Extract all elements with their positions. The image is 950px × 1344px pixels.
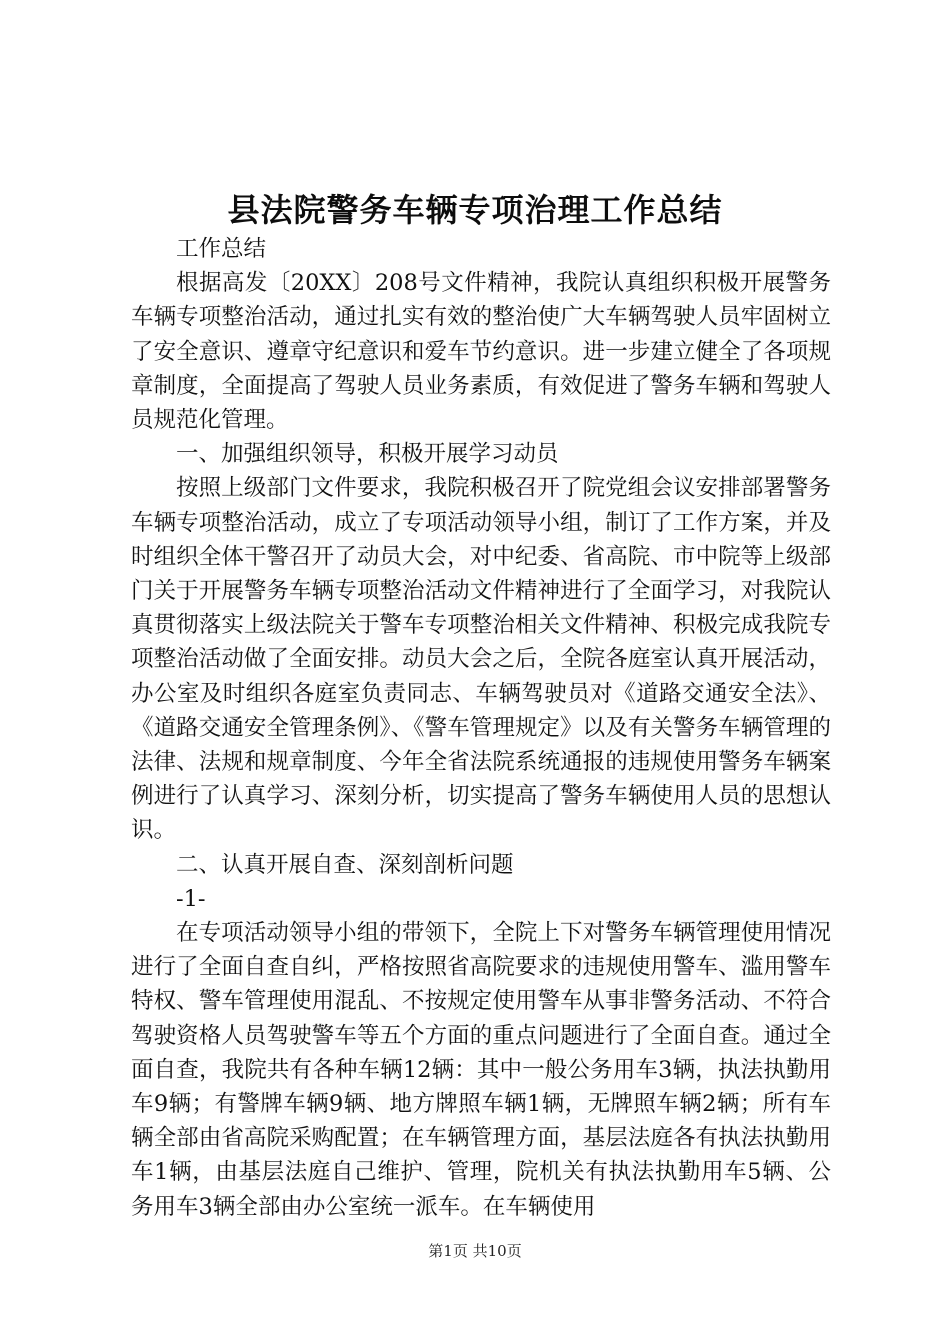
section-label: 工作总结 — [176, 236, 267, 262]
document-body — [131, 232, 831, 1224]
paragraph: 按照上级部门文件要求，我院积极召开了院党组会议安排部署警务车辆专项整治活动，成立了专项活动领导小组，制订了工作方案，并及时组织全体干警召开了动员大会，对中纪委、省高院、市中院等上级部门关于开展警务车辆专项整治活动文件精神进行了全面学习，对我院认真贯彻落实上级法院关于警车专项整治相关文件精神、积极完成我院专项整治活动做了全面安排。动员大会之后，全院各庭室认真开展活动，办公室及时组织各庭室负责同志、车辆驾驶员对《道路交通安全法》、《道路交通安全管理条例》、《警车管理规定》以及有关警务车辆管理的法律、法规和规章制度、今年全省法院系统通报的违规使用警务车辆案例进行了认真学习、深刻分析，切实提高了警务车辆使用人员的思想认识。 — [131, 475, 831, 844]
section-heading: 二、认真开展自查、深刻剖析问题 — [176, 851, 514, 878]
page-marker: -1- — [176, 885, 206, 912]
paragraph: 在专项活动领导小组的带领下，全院上下对警务车辆管理使用情况进行了全面自查自纠，严格按照省高院要求的违规使用警车、滥用警车特权、警车管理使用混乱、不按规定使用警车从事非警务活动、不符合驾驶资格人员驾驶警车等五个方面的重点问题进行了全面自查。通过全面自查，我院共有各种车辆12辆：其中一般公务用车3辆，执法执勤用车9辆；有警牌车辆9辆、地方牌照车辆1辆，无牌照车辆2辆；所有车辆全部由省高院采购配置；在车辆管理方面，基层法庭各有执法执勤用车1辆，由基层法庭自己维护、管理，院机关有执法执勤用车5辆、公务用车3辆全部由办公室统一派车。在车辆使用 — [131, 920, 831, 1220]
section-heading: 一、加强组织领导，积极开展学习动员 — [176, 441, 559, 468]
document-title: 县法院警务车辆专项治理工作总结 — [227, 191, 723, 229]
page-footer: 第1页 共10页 — [428, 1242, 522, 1260]
paragraph: 根据高发〔20XX〕208号文件精神，我院认真组织积极开展警务车辆专项整治活动，通过扎实有效的整治使广大车辆驾驶人员牢固树立了安全意识、遵章守纪意识和爱车节约意识。进一步建立健全了各项规章制度，全面提高了驾驶人员业务素质，有效促进了警务车辆和驾驶人员规范化管理。 — [131, 270, 831, 434]
